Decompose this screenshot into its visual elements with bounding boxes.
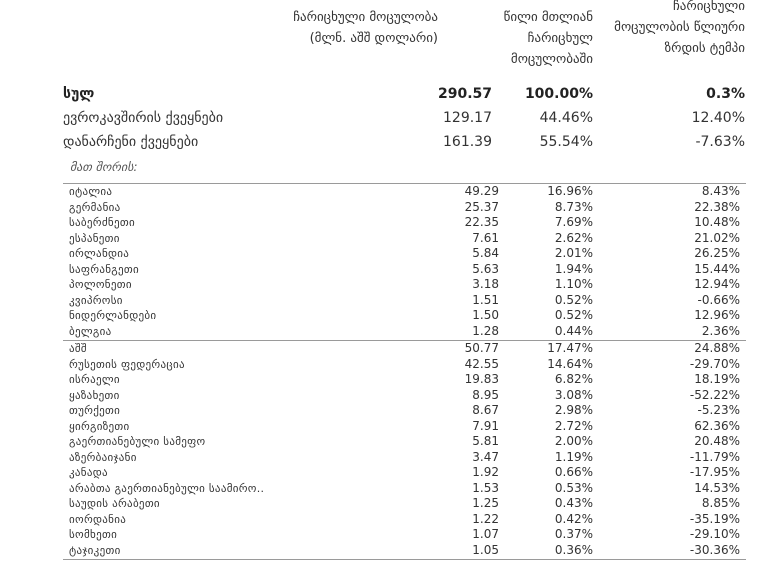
group-share: 55.54%	[539, 134, 593, 150]
total-share: 100.00%	[524, 86, 593, 102]
header-volume: ჩარიცხული მოცულობა (მლნ. აშშ დოლარი)	[293, 10, 438, 46]
share-cell: 2.62%	[554, 230, 593, 245]
table-row	[63, 419, 746, 435]
group-label: დანარჩენი ქვეყნები	[63, 134, 199, 150]
share-cell: 0.52%	[554, 308, 593, 322]
divider-bottom	[63, 559, 746, 560]
table-row	[63, 308, 746, 324]
country-name: გერმანია	[69, 200, 121, 214]
share-cell: 17.47%	[547, 341, 593, 355]
share-cell: 0.42%	[554, 511, 593, 526]
volume-cell: 5.63	[472, 261, 499, 276]
share-cell: 14.64%	[547, 356, 593, 371]
growth-cell: 18.19%	[694, 372, 740, 386]
table-row	[63, 231, 746, 247]
growth-cell: -0.66%	[697, 292, 740, 307]
share-cell: 0.37%	[554, 527, 593, 541]
volume-cell: 8.95	[472, 387, 499, 402]
table-row	[63, 527, 746, 543]
group-share: 44.46%	[539, 110, 593, 126]
country-name: კვიპროსი	[69, 293, 123, 307]
share-cell: 0.44%	[554, 323, 593, 338]
country-name: თურქეთი	[69, 404, 121, 417]
growth-cell: -52.22%	[689, 387, 740, 402]
volume-cell: 22.35	[464, 215, 499, 229]
share-cell: 8.73%	[554, 199, 593, 214]
country-name: კანადა	[69, 466, 108, 479]
share-cell: 1.10%	[554, 277, 593, 291]
volume-cell: 3.18	[472, 277, 499, 291]
country-name: ყირგიზეთი	[69, 419, 130, 433]
growth-cell: -17.95%	[689, 465, 740, 479]
country-name: ესპანეთი	[69, 231, 120, 245]
volume-cell: 1.25	[472, 496, 499, 510]
table-row	[63, 450, 746, 466]
table-row	[63, 434, 746, 450]
growth-cell: 2.36%	[701, 323, 740, 338]
growth-cell: -30.36%	[689, 542, 740, 557]
country-name: აშშ	[69, 342, 87, 355]
volume-cell: 42.55	[464, 356, 499, 371]
growth-cell: 21.02%	[694, 230, 740, 245]
volume-cell: 1.51	[472, 292, 499, 307]
total-growth: 0.3%	[706, 86, 745, 102]
group-growth: -7.63%	[695, 134, 745, 150]
country-name: ბელგია	[69, 324, 112, 338]
group-volume: 129.17	[443, 110, 492, 126]
table-row	[63, 215, 746, 231]
volume-cell: 3.47	[472, 449, 499, 464]
share-cell: 6.82%	[554, 372, 593, 386]
eu-country-table	[63, 184, 746, 339]
group-row-others	[63, 131, 746, 155]
group-label: ევროკავშირის ქვეყნები	[63, 110, 224, 126]
share-cell: 1.94%	[554, 261, 593, 276]
growth-cell: -5.23%	[697, 403, 740, 417]
table-row	[63, 184, 746, 200]
share-cell: 16.96%	[547, 184, 593, 198]
growth-cell: 22.38%	[694, 199, 740, 214]
volume-cell: 1.05	[472, 542, 499, 557]
header-share: წილი მთლიან ჩარიცხულ მოცულობაში	[503, 10, 593, 67]
volume-cell: 5.84	[472, 246, 499, 260]
country-name: აზერბაიჯანი	[69, 450, 137, 464]
group-volume: 161.39	[443, 134, 492, 150]
volume-cell: 1.22	[472, 511, 499, 526]
group-growth: 12.40%	[691, 110, 745, 126]
volume-cell: 1.50	[472, 308, 499, 322]
table-row	[63, 403, 746, 419]
country-name: ირლანდია	[69, 247, 130, 260]
country-name: გაერთიანებული სამეფო	[69, 435, 206, 448]
volume-cell: 1.92	[472, 465, 499, 479]
growth-cell: 26.25%	[694, 246, 740, 260]
table-row	[63, 341, 746, 357]
country-name: ნიდერლანდები	[69, 309, 157, 322]
growth-cell: 24.88%	[694, 341, 740, 355]
country-name: იტალია	[69, 185, 113, 198]
share-cell: 2.72%	[554, 418, 593, 433]
share-cell: 0.52%	[554, 292, 593, 307]
country-name: ყაზახეთი	[69, 388, 120, 402]
country-name: ისრაელი	[69, 373, 120, 386]
volume-cell: 7.61	[472, 230, 499, 245]
country-name: იორდანია	[69, 512, 127, 526]
table-row	[63, 262, 746, 278]
share-cell: 0.66%	[554, 465, 593, 479]
growth-cell: 15.44%	[694, 261, 740, 276]
growth-cell: 8.43%	[701, 184, 740, 198]
share-cell: 2.00%	[554, 434, 593, 448]
growth-cell: -29.70%	[689, 356, 740, 371]
total-row	[63, 83, 746, 107]
volume-cell: 7.91	[472, 418, 499, 433]
table-row	[63, 246, 746, 262]
volume-cell: 1.07	[472, 527, 499, 541]
growth-cell: 10.48%	[694, 215, 740, 229]
table-row	[63, 293, 746, 309]
share-cell: 2.01%	[554, 246, 593, 260]
table-row	[63, 481, 746, 497]
table-row	[63, 277, 746, 293]
country-name: არაბთა გაერთიანებული საამირო..	[69, 481, 265, 495]
volume-cell: 25.37	[464, 199, 499, 214]
volume-cell: 19.83	[464, 372, 499, 386]
share-cell: 0.53%	[554, 480, 593, 495]
share-cell: 0.43%	[554, 496, 593, 510]
growth-cell: 12.94%	[694, 277, 740, 291]
country-name: რუსეთის ფედერაცია	[69, 357, 185, 371]
volume-cell: 1.53	[472, 480, 499, 495]
table-row	[63, 200, 746, 216]
country-name: საფრანგეთი	[69, 262, 139, 276]
among-them-label: მათ შორის:	[70, 160, 138, 174]
growth-cell: -35.19%	[689, 511, 740, 526]
volume-cell: 8.67	[472, 403, 499, 417]
growth-cell: 12.96%	[694, 308, 740, 322]
share-cell: 0.36%	[554, 542, 593, 557]
volume-cell: 50.77	[464, 341, 499, 355]
country-name: საუდის არაბეთი	[69, 497, 160, 510]
table-row	[63, 372, 746, 388]
other-country-table	[63, 341, 746, 558]
table-row	[63, 324, 746, 340]
country-name: ტაჯიკეთი	[69, 543, 121, 557]
share-cell: 3.08%	[554, 387, 593, 402]
growth-cell: 62.36%	[694, 418, 740, 433]
country-name: საბერძნეთი	[69, 216, 135, 229]
header-growth: ჩარიცხული მოცულობის წლიური ზრდის ტემპი	[614, 0, 745, 56]
country-name: სომხეთი	[69, 528, 118, 541]
volume-cell: 49.29	[464, 184, 499, 198]
share-cell: 7.69%	[554, 215, 593, 229]
volume-cell: 1.28	[472, 323, 499, 338]
total-label: სულ	[63, 86, 95, 102]
total-volume: 290.57	[437, 86, 492, 102]
volume-cell: 5.81	[472, 434, 499, 448]
share-cell: 2.98%	[554, 403, 593, 417]
growth-cell: -29.10%	[689, 527, 740, 541]
share-cell: 1.19%	[554, 449, 593, 464]
table-row	[63, 465, 746, 481]
table-row	[63, 512, 746, 528]
table-row	[63, 388, 746, 404]
group-row-eu	[63, 107, 746, 131]
growth-cell: 14.53%	[694, 480, 740, 495]
growth-cell: 20.48%	[694, 434, 740, 448]
table-row	[63, 543, 746, 559]
growth-cell: 8.85%	[701, 496, 740, 510]
country-name: პოლონეთი	[69, 278, 132, 291]
growth-cell: -11.79%	[689, 449, 740, 464]
table-row	[63, 496, 746, 512]
table-row	[63, 357, 746, 373]
